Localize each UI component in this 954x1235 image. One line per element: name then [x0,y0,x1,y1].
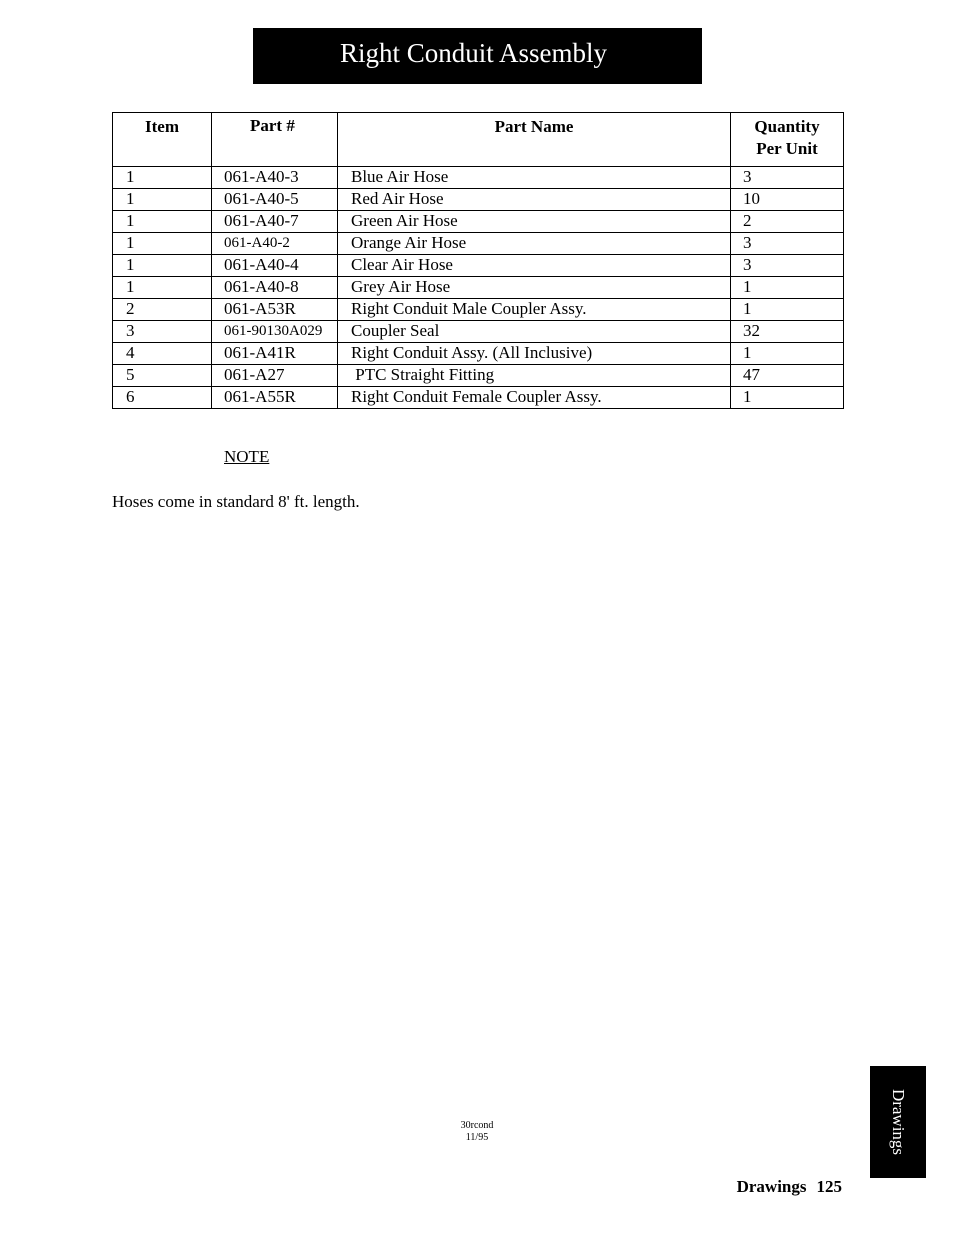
table-row [113,211,844,233]
cell-item: 1 [113,211,212,233]
table-header-row [113,113,844,167]
table-row [113,343,844,365]
cell-quantity: 3 [731,233,844,255]
table-row [113,387,844,409]
cell-item: 1 [113,167,212,189]
page-number: 125 [816,1177,842,1196]
header-part-name: Part Name [338,113,731,167]
header-part-number: Part # [212,113,338,167]
cell-part-number: 061-A27 [212,365,338,387]
header-quantity-line1: Quantity [754,117,820,136]
table-row [113,365,844,387]
cell-part-number: 061-A40-3 [212,167,338,189]
cell-part-name: Orange Air Hose [338,233,731,255]
cell-part-number: 061-A40-8 [212,277,338,299]
drawing-reference [440,1120,514,1144]
cell-part-number: 061-A40-2 [212,233,338,255]
cell-item: 2 [113,299,212,321]
footer-section: Drawings [736,1177,807,1196]
cell-part-name: Right Conduit Male Coupler Assy. [338,299,731,321]
cell-quantity: 1 [731,387,844,409]
cell-item: 1 [113,233,212,255]
table-row [113,255,844,277]
cell-item: 6 [113,387,212,409]
table-row [113,189,844,211]
note-label: NOTE [224,447,270,466]
cell-part-name: Right Conduit Assy. (All Inclusive) [338,343,731,365]
table-row [113,321,844,343]
cell-part-name: Right Conduit Female Coupler Assy. [338,387,731,409]
cell-quantity: 2 [731,211,844,233]
cell-part-number: 061-A40-7 [212,211,338,233]
table-row [113,277,844,299]
header-quantity [731,113,844,167]
cell-part-name: Blue Air Hose [338,167,731,189]
cell-item: 1 [113,189,212,211]
cell-part-name: Grey Air Hose [338,277,731,299]
table-row [113,299,844,321]
cell-part-number: 061-A40-5 [212,189,338,211]
cell-part-name: Coupler Seal [338,321,731,343]
cell-part-number: 061-A55R [212,387,338,409]
cell-part-name: Clear Air Hose [338,255,731,277]
table-row [113,233,844,255]
section-tab [870,1066,926,1178]
drawing-code: 30rcond [460,1120,494,1131]
cell-part-name: Green Air Hose [338,211,731,233]
page-title: Right Conduit Assembly [253,28,702,84]
cell-part-number: 061-90130A029 [212,321,338,343]
cell-item: 1 [113,255,212,277]
drawing-date: 11/95 [465,1132,489,1143]
cell-item: 1 [113,277,212,299]
cell-quantity: 47 [731,365,844,387]
cell-part-name: Red Air Hose [338,189,731,211]
cell-item: 5 [113,365,212,387]
cell-part-number: 061-A40-4 [212,255,338,277]
cell-quantity: 3 [731,255,844,277]
cell-quantity: 3 [731,167,844,189]
page-footer [737,1177,842,1197]
cell-quantity: 1 [731,277,844,299]
cell-part-name: PTC Straight Fitting [338,365,731,387]
cell-quantity: 1 [731,343,844,365]
cell-quantity: 10 [731,189,844,211]
header-quantity-line2: Per Unit [756,139,818,158]
cell-part-number: 061-A41R [212,343,338,365]
note-text: Hoses come in standard 8' ft. length. [112,492,360,511]
table-row [113,167,844,189]
section-tab-label: Drawings [889,1088,908,1156]
cell-item: 3 [113,321,212,343]
parts-table [112,112,844,409]
cell-quantity: 32 [731,321,844,343]
cell-part-number: 061-A53R [212,299,338,321]
cell-quantity: 1 [731,299,844,321]
cell-item: 4 [113,343,212,365]
header-item: Item [113,113,212,167]
